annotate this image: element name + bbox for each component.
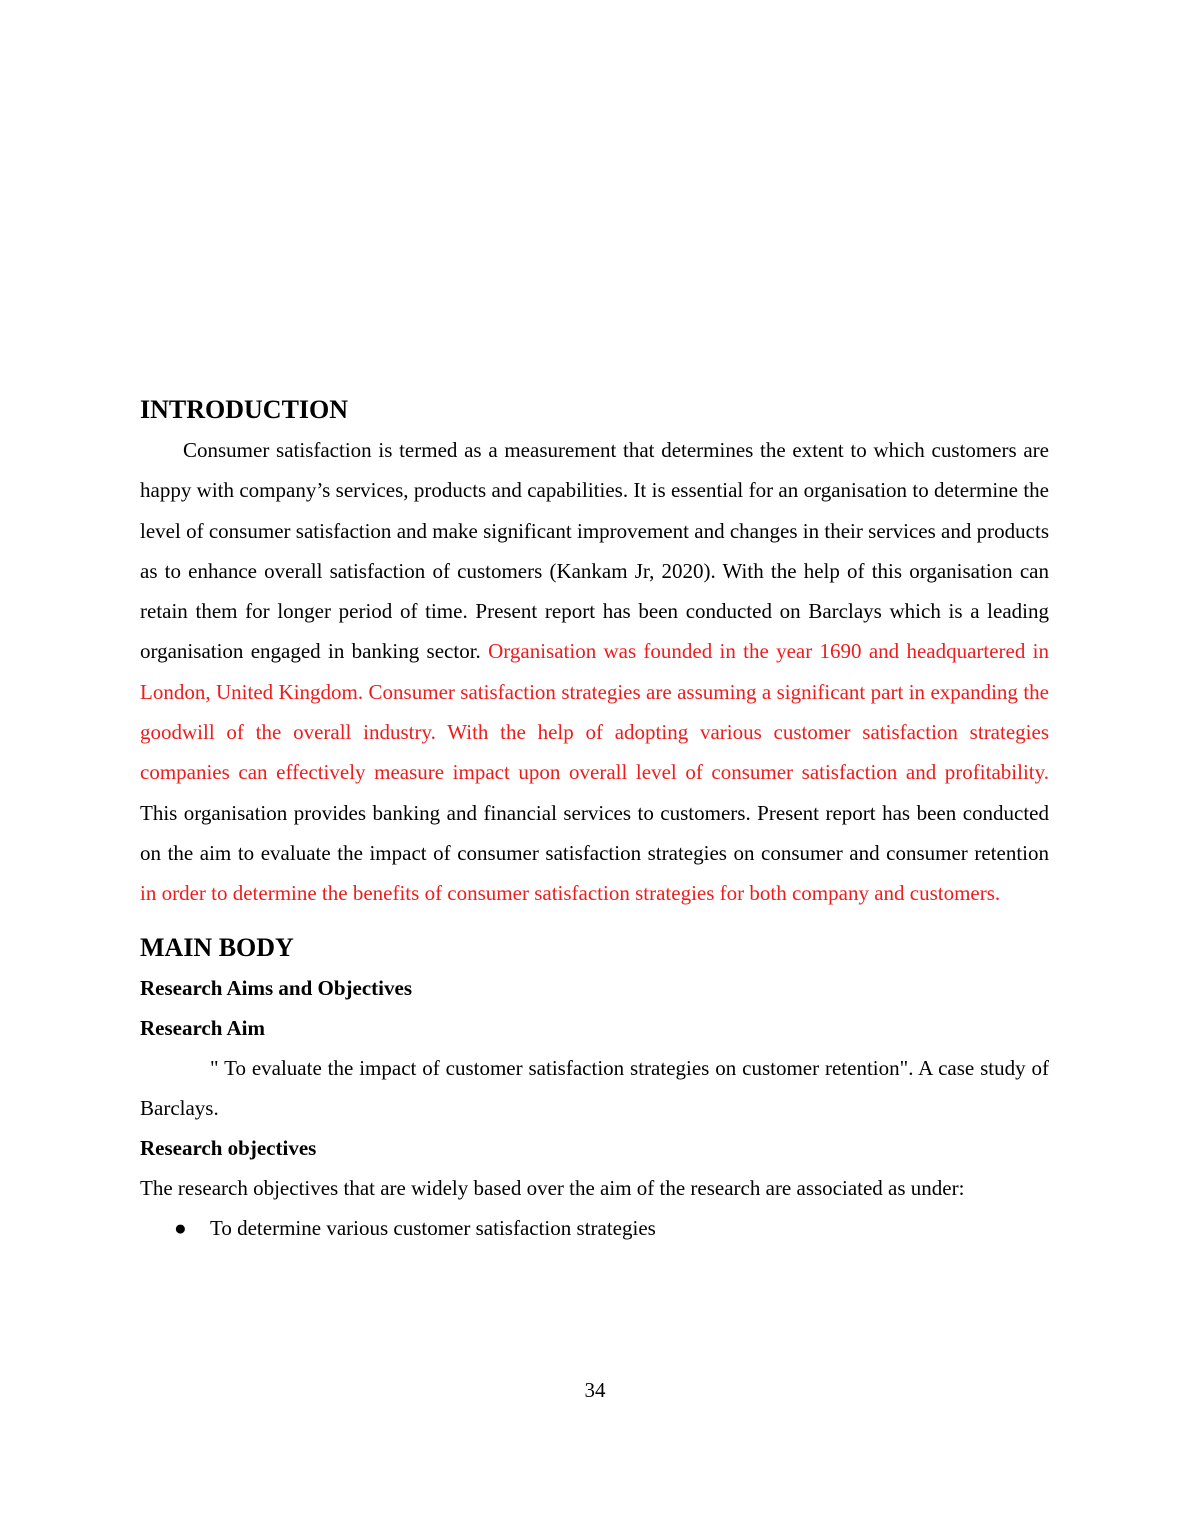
list-item	[140, 1208, 1049, 1248]
research-objectives-intro: The research objectives that are widely based over the aim of the research are associated as under:	[140, 1176, 965, 1201]
introduction-paragraph	[140, 430, 1049, 914]
bullet-icon: ●	[174, 1216, 187, 1241]
intro-text-black-1: Consumer satisfaction is termed as a measurement that determines the extent to which customers are happy with company’s services, products and capabilities. It is essential for an organisation to determine the level of consumer satisfaction and make significant improvement and changes in their services and products as to enhance overall satisfaction of customers (Kankam Jr, 2020). With the help of this organisation can retain them for longer period of time. Present report has been conducted on Barclays which is a leading organisation engaged in banking sector.	[140, 438, 1049, 664]
main-body-heading: MAIN BODY	[140, 932, 294, 962]
introduction-heading: INTRODUCTION	[140, 395, 349, 424]
page-number: 34	[584, 1378, 606, 1402]
research-aim-text: " To evaluate the impact of customer satisfaction strategies on customer retention". A case study of Barclays.	[140, 1055, 1049, 1120]
intro-text-red-2: in order to determine the benefits of consumer satisfaction strategies for both company and customers.	[140, 881, 1001, 906]
intro-text-red-1: Organisation was founded in the year 1690 and headquartered in London, United Kingdom. Consumer satisfaction strategies are assuming a significant part in expanding the goodwill of the overall industry. With the help of adopting various customer satisfaction strategies companies can effectively measure impact upon overall level of consumer satisfaction and profitability.	[140, 639, 1049, 785]
document-content	[140, 390, 1049, 1248]
research-aim-heading: Research Aim	[140, 1015, 266, 1040]
objectives-list	[140, 1208, 1049, 1248]
research-objectives-heading: Research objectives	[140, 1136, 317, 1161]
intro-text-black-2: This organisation provides banking and financial services to customers. Present report has been conducted on the aim to evaluate the impact of consumer satisfaction strategies on consumer and consumer retention	[140, 800, 1049, 865]
research-aims-objectives-heading: Research Aims and Objectives	[140, 975, 413, 1000]
objective-text: To determine various customer satisfaction strategies	[210, 1216, 656, 1241]
